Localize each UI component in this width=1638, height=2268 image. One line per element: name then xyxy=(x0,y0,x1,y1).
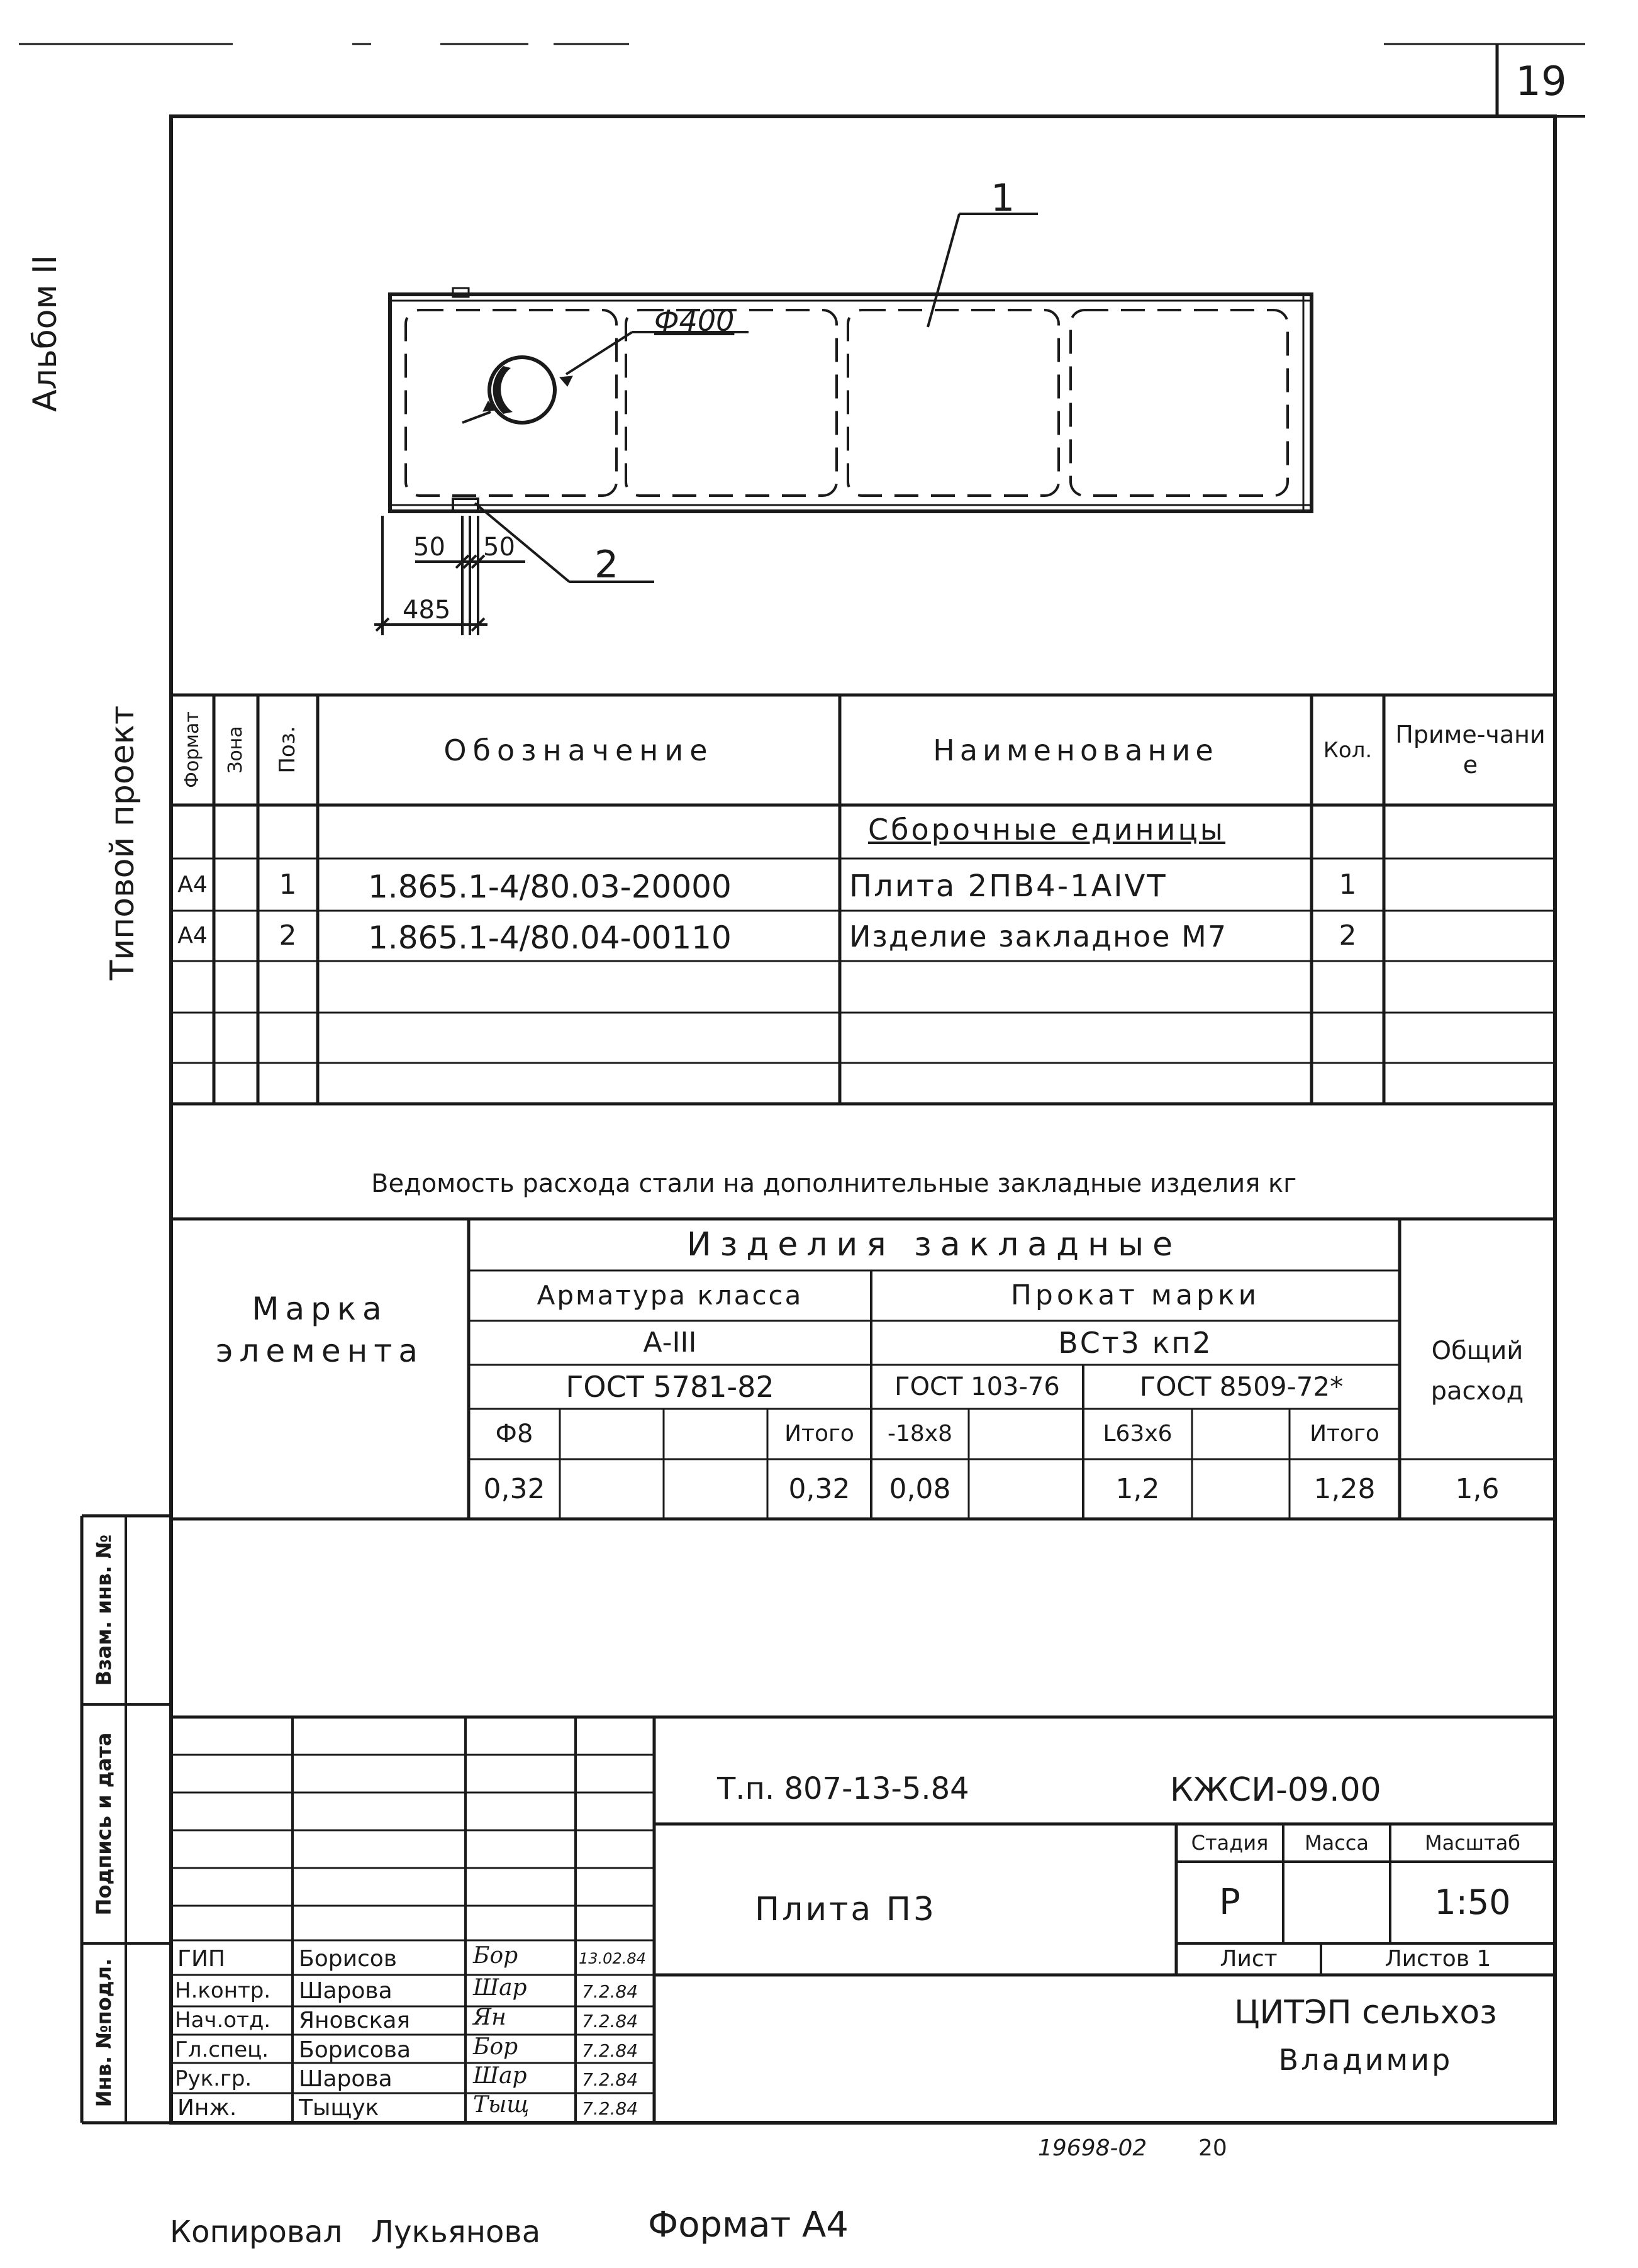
page-number: 20 xyxy=(1198,2135,1227,2161)
element-mark-label: Марка элемента xyxy=(215,1290,425,1369)
format-label: Формат А4 xyxy=(648,2204,849,2245)
scale-label: Масштаб xyxy=(1424,1831,1521,1855)
stage-label: Стадия xyxy=(1191,1831,1269,1855)
header-pos: Поз. xyxy=(275,726,300,774)
dim-485: 485 xyxy=(403,596,451,625)
row-2-format: А4 xyxy=(177,923,208,948)
rolled-gost-a: ГОСТ 103-76 xyxy=(894,1372,1060,1401)
rolled-grade-label: Прокат марки xyxy=(1010,1279,1261,1311)
name-norm-control: Шарова xyxy=(299,1978,393,2004)
header-qty: Кол. xyxy=(1323,737,1373,763)
name-engineer: Тыщук xyxy=(299,2095,379,2121)
row-2-pos: 2 xyxy=(279,920,297,952)
stage-value: Р xyxy=(1219,1882,1240,1923)
row-2-designation: 1.865.1-4/80.04-00110 xyxy=(368,920,732,956)
val-total-rolled: 1,28 xyxy=(1313,1472,1376,1505)
sheet-label: Лист xyxy=(1220,1946,1278,1972)
sheet-number: 19 xyxy=(1515,58,1567,105)
doc-code: Т.п. 807-13-5.84 xyxy=(717,1771,969,1806)
hole-diameter-label: Ф400 xyxy=(654,304,735,338)
header-note: Приме-чание xyxy=(1395,721,1546,779)
strip-replace-label: Взам. инв. № xyxy=(92,1534,116,1686)
copier-name: Лукьянова xyxy=(371,2215,541,2250)
rebar-gost: ГОСТ 5781-82 xyxy=(566,1370,774,1404)
archive-number: 19698-02 xyxy=(1038,2135,1147,2161)
col-total-rolled: Итого xyxy=(1310,1421,1379,1447)
row-1-designation: 1.865.1-4/80.03-20000 xyxy=(368,869,732,905)
signature-dept-head: Ян xyxy=(473,2004,506,2030)
row-2-qty: 2 xyxy=(1339,920,1357,952)
strip-signature-label: Подпись и дата xyxy=(92,1732,116,1916)
plate-plan xyxy=(374,214,1312,635)
col-angle-63x6: L63х6 xyxy=(1103,1421,1173,1447)
role-engineer: Инж. xyxy=(177,2095,237,2121)
date-chief-specialist: 7.2.84 xyxy=(582,2040,638,2061)
org-name: ЦИТЭП сельхоз xyxy=(1234,1994,1497,2032)
sheets-count: Листов 1 xyxy=(1384,1946,1491,1972)
embedded-items-label: Изделия закладные xyxy=(686,1226,1182,1264)
dim-50-right: 50 xyxy=(483,533,515,562)
rebar-grade: А-III xyxy=(643,1326,697,1359)
signature-group-lead: Шар xyxy=(473,2063,527,2089)
role-gip: ГИП xyxy=(177,1946,225,1972)
val-total: 1,6 xyxy=(1455,1472,1500,1505)
val-f8: 0,32 xyxy=(483,1472,545,1505)
name-gip: Борисов xyxy=(299,1946,398,1972)
dim-50-left: 50 xyxy=(413,533,445,562)
name-chief-specialist: Борисова xyxy=(299,2037,411,2063)
doc-mark: КЖСИ-09.00 xyxy=(1170,1771,1381,1809)
callout-1: 1 xyxy=(991,176,1015,220)
name-dept-head: Яновская xyxy=(299,2008,411,2033)
total-consumption-label: Общий расход xyxy=(1430,1337,1524,1406)
role-chief-specialist: Гл.спец. xyxy=(175,2037,269,2062)
row-1-qty: 1 xyxy=(1339,868,1357,901)
header-name: Наименование xyxy=(933,733,1218,767)
rolled-grade: ВСт3 кп2 xyxy=(1058,1326,1213,1360)
signature-chief-specialist: Бор xyxy=(473,2034,518,2060)
date-dept-head: 7.2.84 xyxy=(582,2011,638,2032)
rolled-gost-b: ГОСТ 8509-72* xyxy=(1139,1371,1344,1402)
header-zone: Зона xyxy=(225,726,247,774)
date-group-lead: 7.2.84 xyxy=(582,2069,638,2090)
name-group-lead: Шарова xyxy=(299,2066,393,2092)
date-gip: 13.02.84 xyxy=(579,1950,646,1967)
callout-2: 2 xyxy=(594,543,619,587)
date-engineer: 7.2.84 xyxy=(582,2098,638,2119)
rebar-class-label: Арматура класса xyxy=(537,1280,803,1311)
val-strip: 0,08 xyxy=(889,1472,951,1505)
row-1-name: Плита 2ПВ4-1АIVТ xyxy=(849,869,1167,904)
mass-label: Масса xyxy=(1304,1831,1369,1855)
row-1-pos: 1 xyxy=(279,868,297,901)
col-total-rebar: Итого xyxy=(784,1421,854,1447)
signature-engineer: Тыщ xyxy=(473,2092,530,2118)
col-f8: Ф8 xyxy=(495,1420,533,1448)
signature-gip: Бор xyxy=(473,1943,518,1969)
copied-label: Копировал xyxy=(170,2215,343,2250)
col-strip-18x8: -18х8 xyxy=(887,1421,952,1447)
date-norm-control: 7.2.84 xyxy=(582,1981,638,2002)
header-format: Формат xyxy=(181,711,203,788)
role-dept-head: Нач.отд. xyxy=(175,2008,271,2033)
signature-norm-control: Шар xyxy=(473,1975,527,2001)
drawing-title: Плита П3 xyxy=(755,1891,937,1928)
strip-inventory-label: Инв. №подл. xyxy=(92,1958,116,2108)
val-total-rebar: 0,32 xyxy=(788,1472,850,1505)
section-assembly-units: Сборочные единицы xyxy=(868,813,1226,847)
val-angle: 1,2 xyxy=(1115,1472,1160,1505)
steel-table-title: Ведомость расхода стали на дополнительные закладные изделия кг xyxy=(371,1169,1297,1198)
role-group-lead: Рук.гр. xyxy=(175,2066,252,2091)
row-1-format: А4 xyxy=(177,871,208,898)
row-2-name: Изделие закладное М7 xyxy=(849,920,1228,953)
project-label: Типовой проект xyxy=(104,705,142,981)
org-city: Владимир xyxy=(1278,2043,1453,2077)
scale-value: 1:50 xyxy=(1434,1882,1511,1922)
album-label: Альбом II xyxy=(26,255,64,412)
header-designation: Обозначение xyxy=(443,733,714,767)
role-norm-control: Н.контр. xyxy=(175,1978,271,2003)
